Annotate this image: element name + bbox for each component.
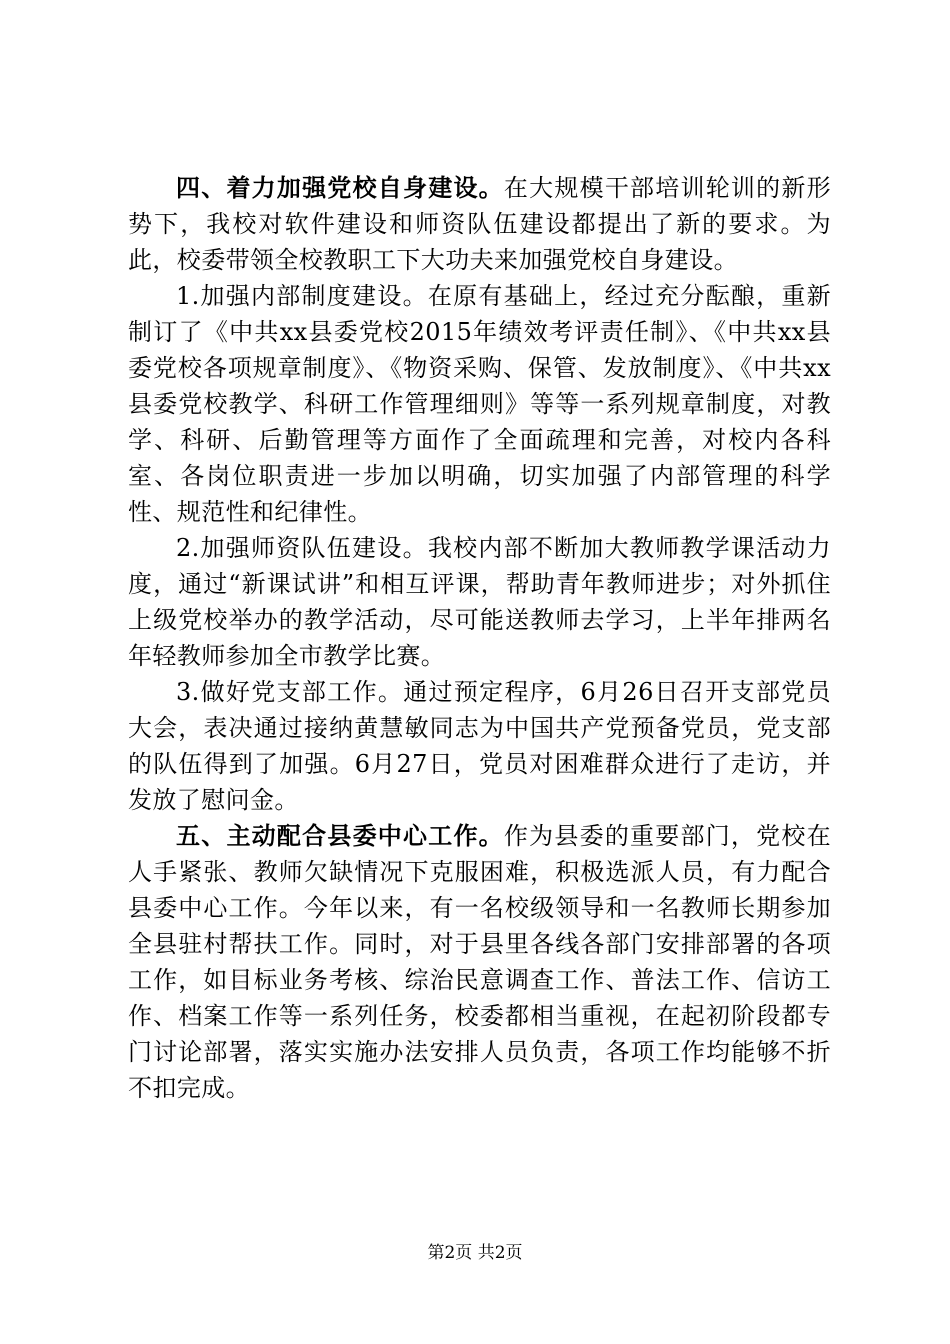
section-4-heading: 四、着力加强党校自身建设。 — [176, 173, 504, 202]
item-1-paragraph — [128, 278, 831, 530]
page-number-footer: 第2页 共2页 — [427, 1243, 523, 1263]
section-5-heading: 五、主动配合县委中心工作。 — [176, 821, 504, 850]
section-5-paragraph — [128, 818, 831, 1106]
section-5-text: 作为县委的重要部门，党校在人手紧张、教师欠缺情况下克服困难，积极选派人员，有力配合县委中心工作。今年以来，有一名校级领导和一名教师长期参加全县驻村帮扶工作。同时，对于县里各线各部门安排部署的各项工作，如目标业务考核、综治民意调查工作、普法工作、信访工作、档案工作等一系列任务，校委都相当重视，在起初阶段都专门讨论部署，落实实施办法安排人员负责，各项工作均能够不折不扣完成。 — [128, 822, 832, 1102]
item-2-paragraph — [128, 530, 831, 674]
item-1-text: 1.加强内部制度建设。在原有基础上，经过充分酝酿，重新制订了《中共xx县委党校2015年绩效考评责任制》、《中共xx县委党校各项规章制度》、《物资采购、保管、发放制度》、《中共xx县委党校教学、科研工作管理细则》等等一系列规章制度，对教学、科研、后勤管理等方面作了全面疏理和完善，对校内各科室、各岗位职责进一步加以明确，切实加强了内部管理的科学性、规范性和纪律性。 — [128, 282, 831, 526]
item-2-text: 2.加强师资队伍建设。我校内部不断加大教师教学课活动力度，通过“新课试讲”和相互评课，帮助青年教师进步；对外抓住上级党校举办的教学活动，尽可能送教师去学习，上半年排两名年轻教师参加全市教学比赛。 — [128, 534, 831, 670]
section-4-text: 在大规模干部培训轮训的新形势下，我校对软件建设和师资队伍建设都提出了新的要求。为此，校委带领全校教职工下大功夫来加强党校自身建设。 — [128, 174, 832, 274]
document-body — [128, 170, 831, 1106]
item-3-paragraph — [128, 674, 831, 818]
item-3-text: 3.做好党支部工作。通过预定程序，6月26日召开支部党员大会，表决通过接纳黄慧敏同志为中国共产党预备党员，党支部的队伍得到了加强。6月27日，党员对困难群众进行了走访，并发放了慰问金。 — [128, 678, 831, 814]
section-4-paragraph — [128, 170, 831, 278]
